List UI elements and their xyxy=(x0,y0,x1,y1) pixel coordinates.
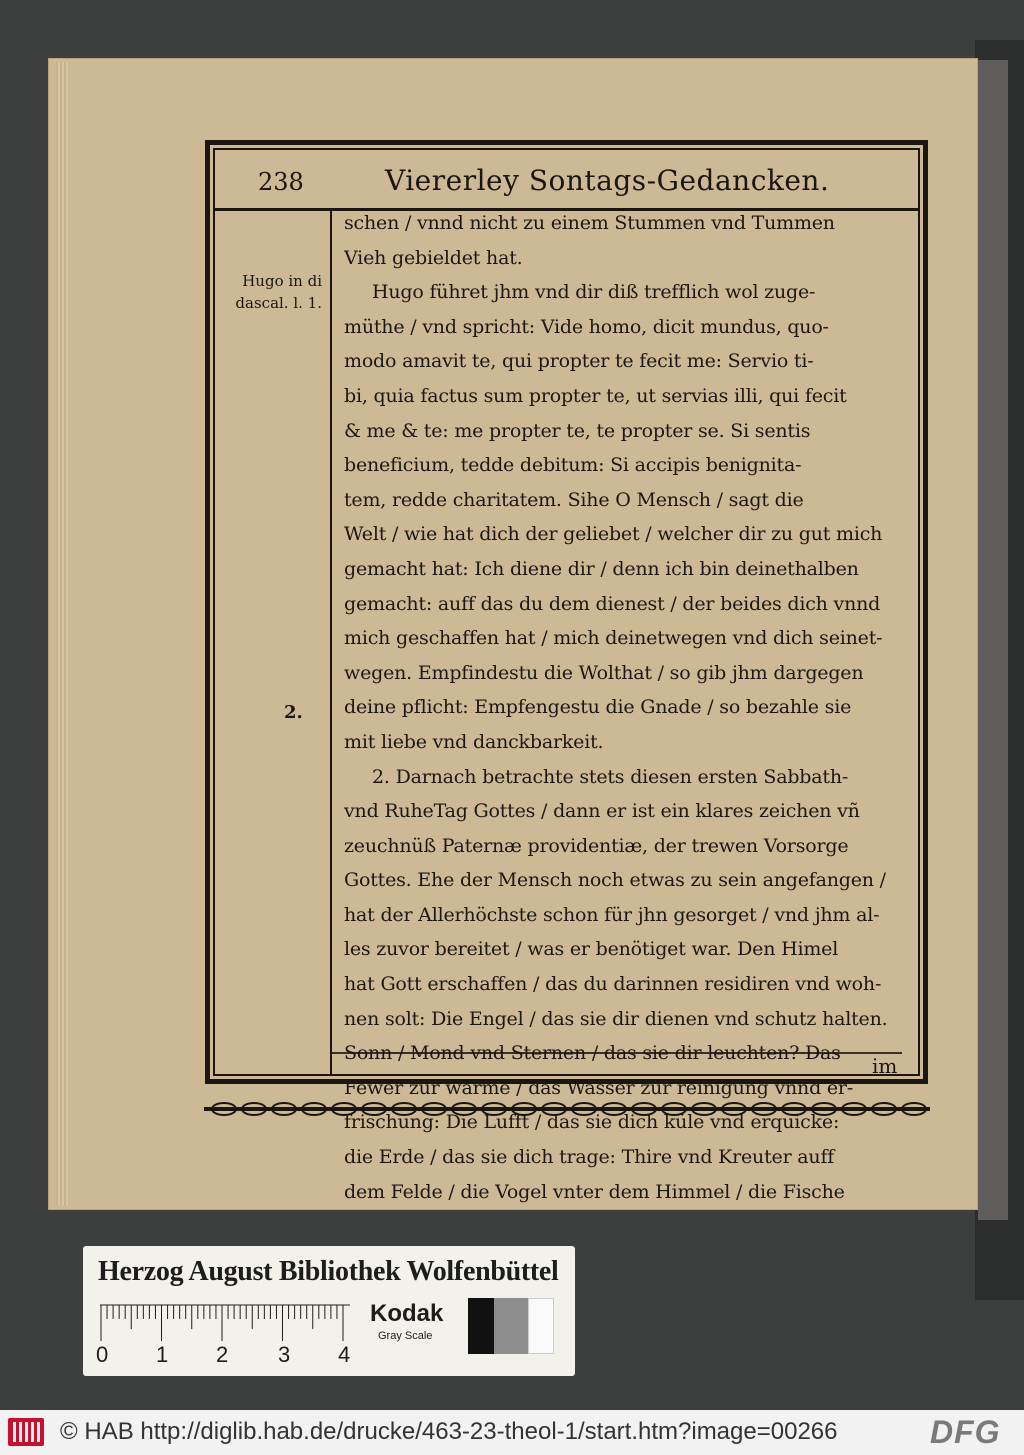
margin-note: Hugo in di dascal. l. 1. xyxy=(235,272,322,312)
text-line: mit liebe vnd danckbarkeit. xyxy=(344,730,604,753)
ruler-number: 1 xyxy=(156,1342,169,1367)
gray-swatch-white xyxy=(528,1298,554,1354)
text-line: Hugo führet jhm vnd dir diß trefflich wol zuge- xyxy=(372,281,816,304)
ruler-number: 4 xyxy=(338,1342,351,1367)
kodak-label: Kodak xyxy=(370,1300,444,1327)
text-line: 2. Darnach betrachte stets diesen ersten Sabbath- xyxy=(372,765,849,788)
text-line: gemacht hat: Ich diene dir / denn ich bin deinethalben xyxy=(344,557,859,580)
margin-rule xyxy=(330,210,332,1076)
text-line: gemacht: auff das du dem dienest / der beides dich vnnd xyxy=(344,592,881,615)
ruler xyxy=(100,1304,350,1344)
gray-scale-label: Gray Scale xyxy=(378,1330,433,1342)
adjacent-page-edge xyxy=(978,60,1008,1220)
ruler-number: 2 xyxy=(216,1342,229,1367)
text-line: müthe / vnd spricht: Vide homo, dicit mundus, quo- xyxy=(344,315,829,338)
footer-copyright-link[interactable]: © HAB http://diglib.hab.de/drucke/463-23-theol-1/start.htm?image=00266 xyxy=(60,1418,838,1445)
ruler-number: 0 xyxy=(96,1342,109,1367)
library-name: Herzog August Bibliothek Wolfenbüttel xyxy=(98,1256,559,1287)
text-line: & me & te: me propter te, te propter se. Si sentis xyxy=(344,419,811,442)
text-line: zeuchnüß Paternæ providentiæ, der trewen Vorsorge xyxy=(344,834,849,857)
text-line: hat der Allerhöchste schon für jhn gesorget / vnd jhm al- xyxy=(344,903,880,926)
text-line: tem, redde charitatem. Sihe O Mensch / sagt die xyxy=(344,488,804,511)
text-line: modo amavit te, qui propter te fecit me: Servio ti- xyxy=(344,350,814,373)
ruler-number: 3 xyxy=(278,1342,291,1367)
text-line: Vieh gebieldet hat. xyxy=(344,246,523,269)
text-line: beneficium, tedde debitum: Si accipis benignita- xyxy=(344,454,802,477)
text-line: Gottes. Ehe der Mensch noch etwas zu sein angefangen / xyxy=(344,869,886,892)
text-line: Welt / wie hat dich der geliebet / welcher dir zu gut mich xyxy=(344,523,883,546)
text-line: vnd RuheTag Gottes / dann er ist ein klares zeichen vñ xyxy=(344,800,860,823)
text-line: deine pflicht: Empfengestu die Gnade / so bezahle sie xyxy=(344,696,852,719)
dfg-logo: DFG xyxy=(930,1414,1001,1450)
gray-swatch-mid xyxy=(494,1298,528,1354)
text-line: schen / vnnd nicht zu einem Stummen vnd Tummen xyxy=(344,212,835,234)
text-line: hat Gott erschaffen / das du darinnen residiren vnd woh- xyxy=(344,973,882,996)
text-line: bi, quia factus sum propter te, ut servias illi, qui fecit xyxy=(344,384,847,407)
text-line: frischung: Die Lufft / das sie dich küle vnd erquicke: xyxy=(344,1111,840,1134)
text-line: wegen. Empfindestu die Wolthat / so gib jhm dargegen xyxy=(344,661,864,684)
text-line: Fewer zur wärme / das Wasser zur reinigung vnnd er- xyxy=(344,1076,854,1099)
text-line: dem Felde / die Vogel vnter dem Himmel / die Fische xyxy=(344,1180,845,1203)
running-title: Viererley Sontags-Gedancken. xyxy=(385,164,830,197)
catchword: im xyxy=(872,1054,898,1078)
text-line: les zuvor bereitet / was er benötiget war. Den Himel xyxy=(344,938,839,961)
page-edges xyxy=(56,62,68,1206)
page-number: 238 xyxy=(258,168,304,196)
hab-logo-icon xyxy=(8,1418,44,1446)
gray-swatch-black xyxy=(468,1298,494,1354)
text-line: mich geschaffen hat / mich deinetwegen vnd dich seinet- xyxy=(344,627,883,650)
body-text xyxy=(344,206,906,1209)
text-line: Sonn / Mond vnd Sternen / das sie dir leuchten? Das xyxy=(344,1042,841,1065)
text-line: nen solt: Die Engel / das sie dir dienen vnd schutz halten. xyxy=(344,1007,888,1030)
margin-numeral: 2. xyxy=(284,702,303,723)
ornament-border xyxy=(204,1100,930,1118)
text-line: die Erde / das sie dich trage: Thire vnd Kreuter auff xyxy=(344,1146,835,1169)
